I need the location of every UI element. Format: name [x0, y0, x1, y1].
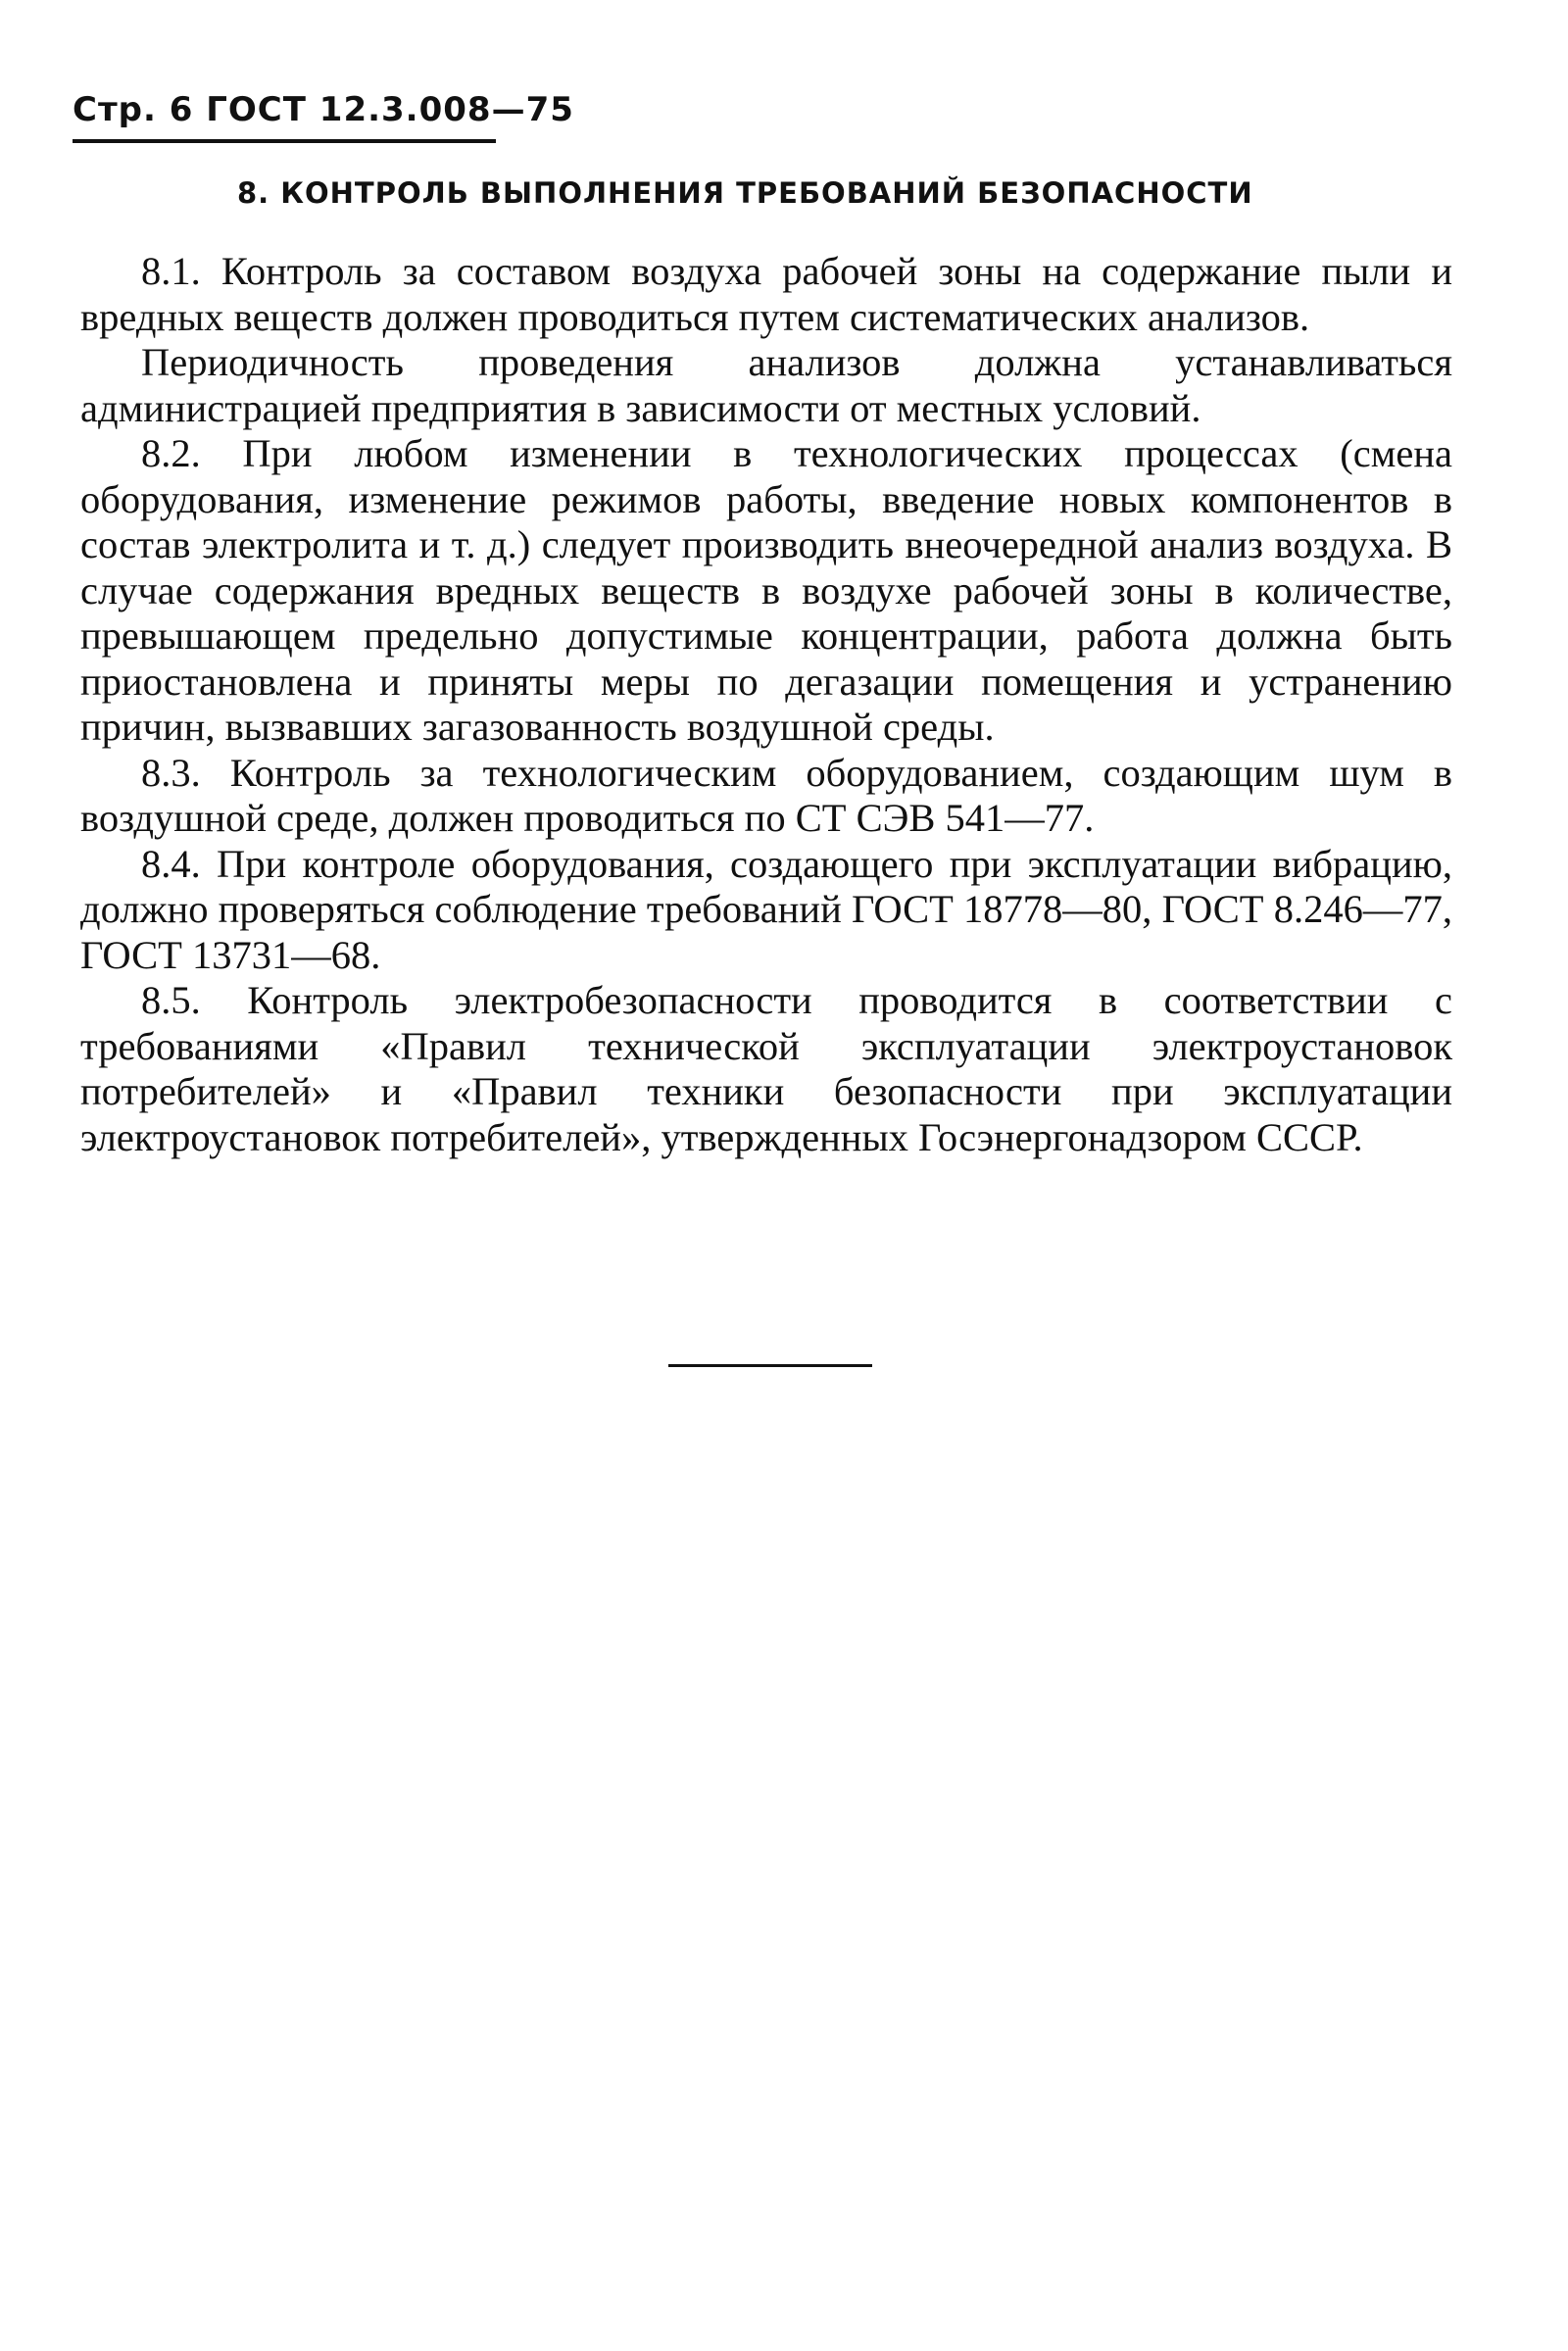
end-rule: [668, 1364, 872, 1367]
running-head: Стр. 6 ГОСТ 12.3.008—75: [73, 90, 574, 129]
section-title: 8. КОНТРОЛЬ ВЫПОЛНЕНИЯ ТРЕБОВАНИЙ БЕЗОПАСНОСТИ: [237, 176, 1253, 210]
paragraph-8-1-periodicity: Периодичность проведения анализов должна устанавливаться администрацией предприятия в зависимости от местных условий.: [80, 340, 1452, 430]
paragraph-8-4: 8.4. При контроле оборудования, создающего при эксплуатации вибрацию, должно проверяться соблюдение требований ГОСТ 18778—80, ГОСТ 8.246—77, ГОСТ 13731—68.: [80, 841, 1452, 977]
header-rule: [73, 139, 496, 143]
section-body: [80, 249, 1452, 1160]
paragraph-8-5: 8.5. Контроль электробезопасности проводится в соответствии с требованиями «Правил технической эксплуатации электроустановок потребителей» и «Правил техники безопасности при эксплуатации электроустановок потребителей», утвержденных Госэнергонадзором СССР.: [80, 978, 1452, 1159]
paragraph-8-3: 8.3. Контроль за технологическим оборудованием, создающим шум в воздушной среде, должен проводиться по СТ СЭВ 541—77.: [80, 750, 1452, 840]
paragraph-8-1: 8.1. Контроль за составом воздуха рабочей зоны на содержание пыли и вредных веществ должен проводиться путем систематических анализов.: [80, 249, 1452, 339]
paragraph-8-2: 8.2. При любом изменении в технологических процессах (смена оборудования, изменение режимов работы, введение новых компонентов в состав электролита и т. д.) следует производить внеочередной анализ воздуха. В случае содержания вредных веществ в воздухе рабочей зоны в количестве, превышающем предельно допустимые концентрации, работа должна быть приостановлена и приняты меры по дегазации помещения и устранению причин, вызвавших загазованность воздушной среды.: [80, 431, 1452, 749]
